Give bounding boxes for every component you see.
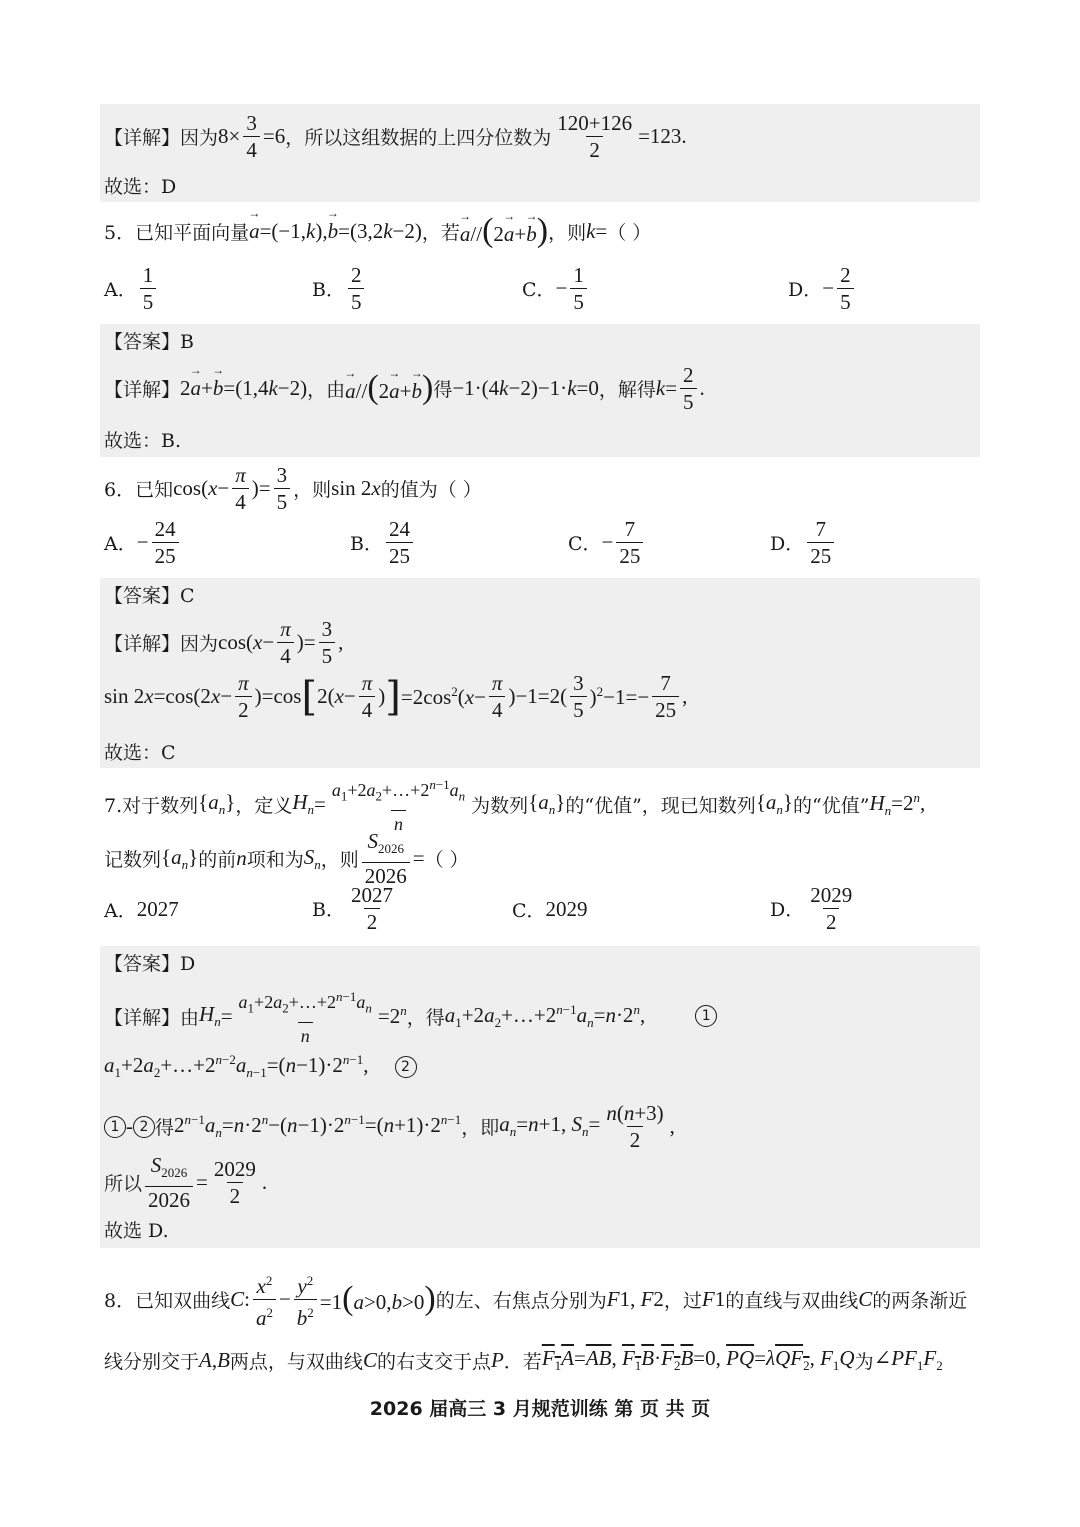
question-text: 为数列 — [471, 794, 529, 817]
option-label: D． — [770, 533, 805, 555]
q6-detail-2: sin 2x=cos(2x− $\frac{\pi}{2}$ )=cos [ 2(x− $\frac{\pi}{4}$ ) ] $=2\cos^2(x-$ $\frac{\pi}{4}$ )−1=2( $\frac{3}{5}$ )$^2$−1=− $\frac{7}{25}$ , — [104, 671, 688, 722]
question-text: 的左、右焦点分别为 — [435, 1290, 607, 1312]
question-text: 的前 — [198, 849, 237, 872]
q6-stem: 6．已知 cos(x− $\frac{\pi}{4}$ )= $\frac{3}{5}$ ，则 sin 2x 的值为（ ） — [104, 463, 482, 514]
option-label: C． — [512, 900, 546, 922]
question-text: 的“优值” — [793, 794, 870, 817]
question-text: 记数列 — [104, 849, 162, 872]
detail-tag: 【详解】 — [104, 379, 181, 401]
question-text: ，则 — [548, 222, 587, 244]
q7-detail-4: 所以 $\frac{S_{2026}}{2026}$ = $\frac{2029}{2}$ . — [104, 1153, 268, 1213]
question-text: 6．已知 — [104, 479, 174, 501]
question-text: 为 — [854, 1350, 874, 1373]
circled-one-icon: 1 — [104, 1116, 126, 1138]
question-text: 线分别交于 — [104, 1350, 200, 1373]
option-label: A． — [104, 279, 137, 301]
q7-stem-2: 记数列 $\{a_n\}$ 的前 n 项和为 $S_n$ ，则 $\frac{S_{2026}}{2026}$ = （ ） — [104, 829, 469, 889]
q5-choice: 故选：B. — [104, 430, 182, 452]
detail-text: 因为 — [180, 633, 219, 655]
q7-option-a — [104, 896, 179, 923]
question-text: 8．已知双曲线 — [104, 1290, 231, 1312]
question-text: 的直线与双曲线 — [725, 1290, 859, 1312]
answer-blank: （ ） — [424, 849, 469, 872]
option-value: 2027 — [136, 897, 179, 921]
q7-option-c — [512, 896, 588, 923]
detail-text: ，由 — [307, 379, 346, 401]
detail-text: ，所以这组数据的上四分位数为 — [285, 127, 552, 149]
option-label: A． — [104, 533, 137, 555]
question-text: 的“优值”，现已知数列 — [565, 794, 756, 817]
detail-tag: 【详解】 — [104, 127, 181, 149]
q4-choice: 故选：D — [104, 176, 177, 198]
q6-option-d: D． $\frac{7}{25}$ — [770, 516, 837, 569]
circled-two-icon: 2 — [133, 1116, 155, 1138]
question-text: ，定义 — [235, 794, 293, 817]
option-label: A． — [104, 900, 137, 922]
detail-text: 因为 — [180, 127, 219, 149]
q5-option-d: D． − $\frac{2}{5}$ — [788, 262, 857, 315]
q6-option-c: C． − $\frac{7}{25}$ — [568, 516, 646, 569]
option-value: 2029 — [545, 897, 588, 921]
q7-option-d: D． $\frac{2029}{2}$ — [770, 883, 853, 934]
detail-text: 由 — [180, 1006, 200, 1029]
q5-option-a: A． $\frac{1}{5}$ — [104, 262, 159, 315]
q5-stem: 5．已知平面向量 → a=(−1,k),→ b=(3,2k−2) ，若 → a//(2→ a+→ b) ，则 k = （ ） — [104, 216, 651, 247]
detail-text: 所以 — [104, 1173, 143, 1196]
detail-tag: 【详解】 — [104, 633, 181, 655]
question-text: ，若 — [421, 222, 460, 244]
q5-option-b: B． $\frac{2}{5}$ — [312, 262, 367, 315]
question-text: 5．已知平面向量 — [104, 222, 250, 244]
detail-text: ，解得 — [598, 379, 656, 401]
q8-stem-1: 8．已知双曲线 C : $\frac{x^2}{a^2}$ − $\frac{y^2}{b^2}$ =1(a>0,b>0) 的左、右焦点分别为 F 1 , F 2 ，过 F 1 的直线与双曲线 C 的两条渐近 — [104, 1273, 968, 1330]
option-label: D． — [770, 899, 805, 921]
q6-answer: 【答案】C — [104, 585, 195, 607]
question-text: ，则 — [320, 849, 359, 872]
option-label: C． — [522, 279, 556, 301]
question-text: 7.对于数列 — [104, 794, 199, 817]
question-text: ，则 — [293, 479, 332, 501]
q5-detail: 【详解】 2→ a+→ b=(1,4k−2) ，由 → a//(2→ a+→ b) 得 −1·(4k−2)−1·k=0 ，解得 k = $\frac{2}{5}$ . — [104, 362, 705, 415]
question-text: 的值为（ ） — [380, 479, 482, 501]
detail-tag: 【详解】 — [104, 1006, 181, 1029]
q7-choice: 故选 D. — [104, 1220, 169, 1242]
q6-detail-1: 【详解】 因为 cos(x− $\frac{\pi}{4}$ )= $\frac{3}{5}$ , — [104, 617, 344, 668]
option-label: C． — [568, 533, 602, 555]
q7-option-b: B． $\frac{2027}{2}$ — [312, 883, 393, 934]
q6-option-a: A． − $\frac{24}{25}$ — [104, 516, 182, 569]
q8-stem-2: 线分别交于 A , B 两点，与双曲线 C 的右支交于点 P ．若 $F_1A=\overline{AB}$, $F_1B\cdot F_2B=0$, $\overline{PQ}=\lambda QF_2$, $F_1Q$ 为 $\angle PF_1F_2$ — [104, 1346, 943, 1374]
q7-detail-1: 【详解】 由 $H_n$ = $\frac{a_1+2a_2+\dots+2^{n-1}a_n}{n}$ $=2^n$ ，得 $a_1+2a_2+\dots+2^{n-1}a_n=n\cdot 2^n$, 1 — [104, 984, 717, 1049]
option-label: B． — [312, 899, 345, 921]
option-label: B． — [350, 533, 383, 555]
page-footer: 2026 届高三 3 月规范训练 第 页 共 页 — [369, 1398, 711, 1420]
detail-text: ，得 — [406, 1006, 445, 1029]
option-label: D． — [788, 279, 823, 301]
q7-detail-2: $a_1+2a_2+\dots+2^{n-2}a_{n-1}=(n-1)\cdot 2^{n-1}$, 2 — [104, 1052, 417, 1081]
question-text: 的右支交于点 — [376, 1350, 491, 1373]
question-text: 两点，与双曲线 — [229, 1350, 363, 1373]
option-label: B． — [312, 279, 345, 301]
q6-choice: 故选：C — [104, 742, 176, 764]
q7-answer: 【答案】D — [104, 953, 196, 975]
question-text: ．若 — [503, 1350, 542, 1373]
detail-text: ，即 — [461, 1117, 500, 1139]
q5-answer: 【答案】B — [104, 331, 194, 353]
q7-stem-1: 7.对于数列 $\{a_n\}$ ，定义 $H_n$ = $\frac{a_1+2a_2+\dots+2^{n-1}a_n}{n}$ 为数列 $\{a_n\}$ 的“优值”，现已知数列 $\{a_n\}$ 的“优值” $H_n=2^n$, — [104, 772, 925, 837]
q7-detail-3: 1 - 2 得 $2^{n-1}a_n=n\cdot 2^n-(n-1)\cdot 2^{n-1}=(n+1)\cdot 2^{n-1}$ ，即 $a_n=n+1$, $S_n=$ $\frac{n(n+3)}{2}$ , — [104, 1100, 675, 1153]
q6-option-b: B． $\frac{24}{25}$ — [350, 516, 416, 569]
question-text: 的两条渐近 — [872, 1290, 968, 1312]
detail-text: 得 — [433, 379, 453, 401]
question-text: 项和为 — [246, 849, 304, 872]
q5-option-c: C． − $\frac{1}{5}$ — [522, 262, 590, 315]
circled-one-icon: 1 — [695, 1005, 717, 1027]
circled-two-icon: 2 — [395, 1056, 417, 1078]
question-text: ，过 — [663, 1290, 702, 1312]
answer-blank: （ ） — [607, 222, 652, 244]
q4-detail-line: 【详解】 因为 8× $\frac{3}{4}$ =6 ，所以这组数据的上四分位数为 $\frac{120+126}{2}$ =123. — [104, 111, 687, 162]
detail-text: 得 — [155, 1117, 175, 1139]
